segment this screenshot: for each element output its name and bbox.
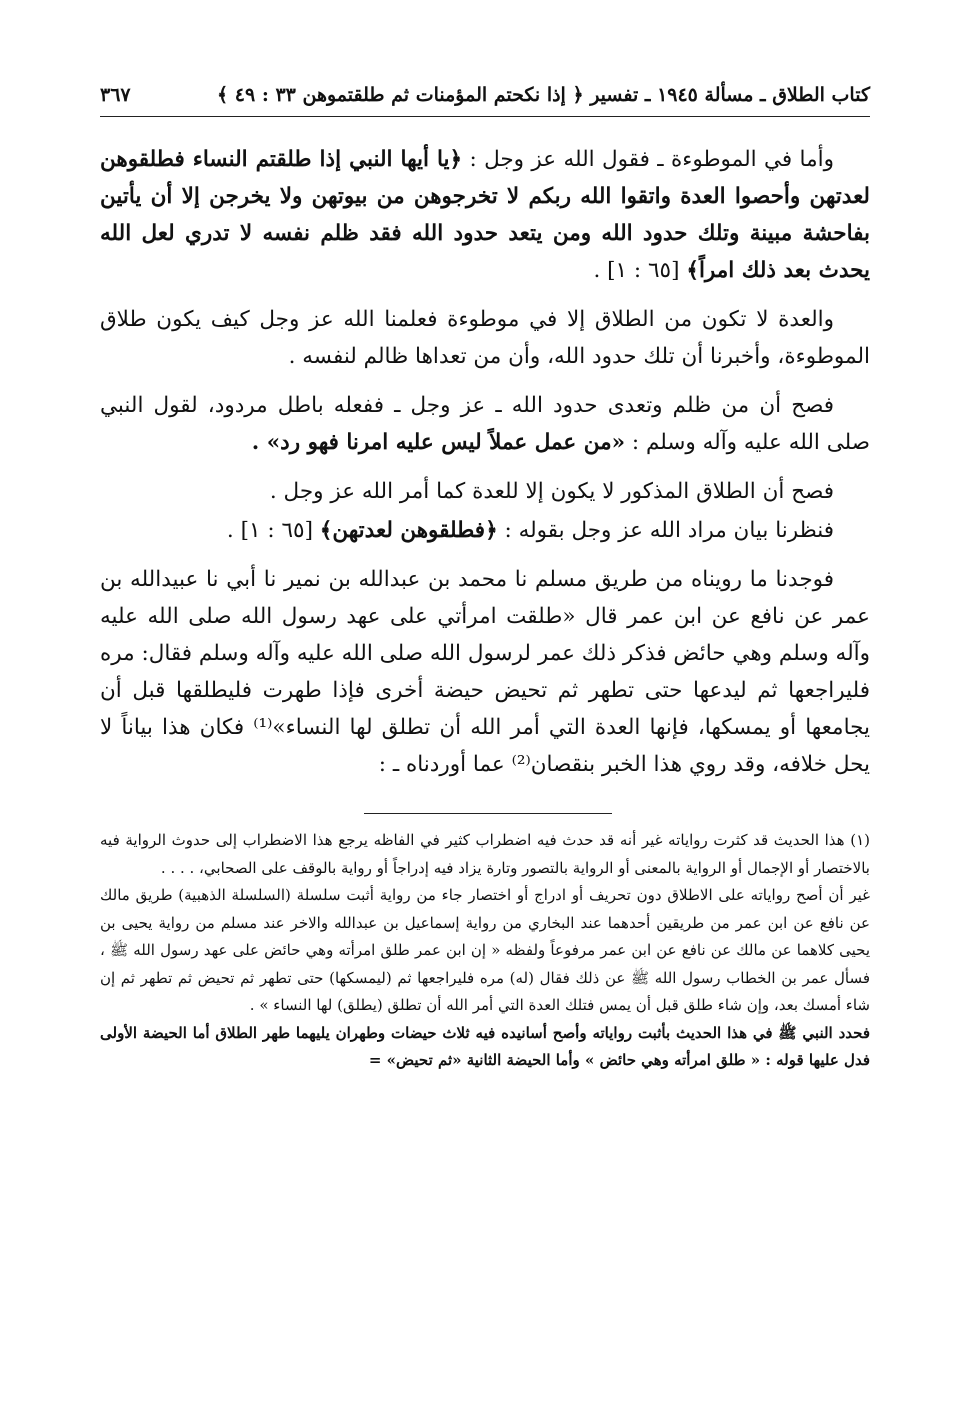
header-title: كتاب الطلاق ـ مسألة ١٩٤٥ ـ تفسير ﴿ إذا نكحتم المؤمنات ثم طلقتموهن ٣٣ : ٤٩ ﴾ <box>217 84 870 106</box>
verse-reference-1: [٦٥ : ١] . <box>593 258 687 283</box>
paragraph-3 <box>100 387 870 461</box>
paragraph-4: فصح أن الطلاق المذكور لا يكون إلا للعدة كما أمر الله عز وجل . <box>269 479 834 504</box>
footnote-rule <box>364 813 612 814</box>
page-number: ٣٦٧ <box>100 84 131 106</box>
footnotes <box>100 827 870 1075</box>
footnote-1: (١) هذا الحديث قد كثرت رواياته غير أنه قد حدث فيه اضطراب كثير في الفاظه يرجع هذا الاضطراب إلى حدوث الرواية فيه بالاختصار أو الإجمال أو الرواية بالمعنى أو الرواية بالتصور وتارة يزاد فيه إدراجاً أو رواية بالوقف على الصحابي، . . . . <box>100 831 870 877</box>
quran-verse-2: ﴿فطلقوهن لعدتهن﴾ <box>319 518 498 543</box>
paragraph-2: والعدة لا تكون من الطلاق إلا في موطوءة فعلمنا الله عز وجل كيف يكون طلاق الموطوءة، وأخبرنا أن تلك حدود الله، وأن من تعداها ظالم لنفسه . <box>100 307 870 369</box>
footnote-1-conclusion: فحدد النبي ﷺ في هذا الحديث بأثبت رواياته وأصح أسانيده فيه ثلاث حيضات وطهران يليهما طهر الطلاق أما الحيضة الأولى فدل عليها قوله : « طلق امرأته وهي حائض » وأما الحيضة الثانية «ثم تحيض» = <box>100 1023 870 1069</box>
paragraph-1-intro: وأما في الموطوءة ـ فقول الله عز وجل : <box>462 147 834 172</box>
footnote-1-continued: غير أن أصح رواياته على الاطلاق دون تحريف أو ادراج أو اختصار جاء من رواية أثبت سلسلة (السلسلة الذهبية) طريق مالك عن نافع عن ابن عمر من طريقين أحدهما عند البخاري من رواية إسماعيل بن عبدالله والاخر عند مسلم من رواية يحيى بن يحيى كلاهما عن مالك عن نافع عن ابن عمر مرفوعاً ولفظه « إن ابن عمر طلق امرأته وهي حائض على عهد رسول الله ﷺ ، فسأل عمر بن الخطاب رسول الله ﷺ عن ذلك فقال (له) مره فليراجعها ثم (ليمسكها) حتى تطهر ثم تحيض ثم تطهر ثم إن شاء أمسك بعد، وإن شاء طلق قبل أن يمس فتلك العدة التي أمر الله أن تطلق (يطلق) لها النساء » . <box>100 886 870 1014</box>
quran-verse-1: ﴿يا أيها النبي إذا طلقتم النساء فطلقوهن لعدتهن وأحصوا العدة واتقوا الله ربكم لا تخرجوهن من بيوتهن ولا يخرجن إلا أن يأتين بفاحشة مبينة وتلك حدود الله ومن يتعد حدود الله فقد ظلم نفسه لا تدري لعل الله يحدث بعد ذلك امراً﴾ <box>100 147 870 283</box>
paragraph-1 <box>100 141 870 289</box>
paragraph-5 <box>100 512 870 549</box>
verse-reference-2: [٦٥ : ١] . <box>226 518 320 543</box>
paragraph-5-intro: فنظرنا بيان مراد الله عز وجل بقوله : <box>497 518 834 543</box>
running-header <box>100 78 870 117</box>
hadith-quote: «من عمل عملاً ليس عليه امرنا فهو رد» . <box>251 430 626 455</box>
paragraph-3-intro: فصح أن من ظلم وتعدى حدود الله ـ عز وجل ـ ففعله باطل مردود، لقول النبي صلى الله عليه وآله وسلم : <box>100 393 870 455</box>
footnote-separator <box>100 807 870 821</box>
paragraph-6: فوجدنا ما رويناه من طريق مسلم نا محمد بن عبدالله بن نمير نا أبي نا عبيدالله بن عمر عن نافع عن ابن عمر قال «طلقت امرأتي على عهد رسول الله صلى الله عليه وآله وسلم وهي حائض فذكر ذلك عمر لرسول الله صلى الله عليه وآله وسلم فقال: مره فليراجعها ثم ليدعها حتى تطهر ثم تحيض حيضة أخرى فإذا طهرت فليطلقها قبل أن يجامعها أو يمسكها، فإنها العدة التي أمر الله أن تطلق لها النساء»⁽¹⁾ فكان هذا بياناً لا يحل خلافه، وقد روي هذا الخبر بنقصان⁽²⁾ عما أوردناه ـ : <box>100 567 870 777</box>
main-text <box>100 141 870 783</box>
book-page <box>100 78 870 1075</box>
